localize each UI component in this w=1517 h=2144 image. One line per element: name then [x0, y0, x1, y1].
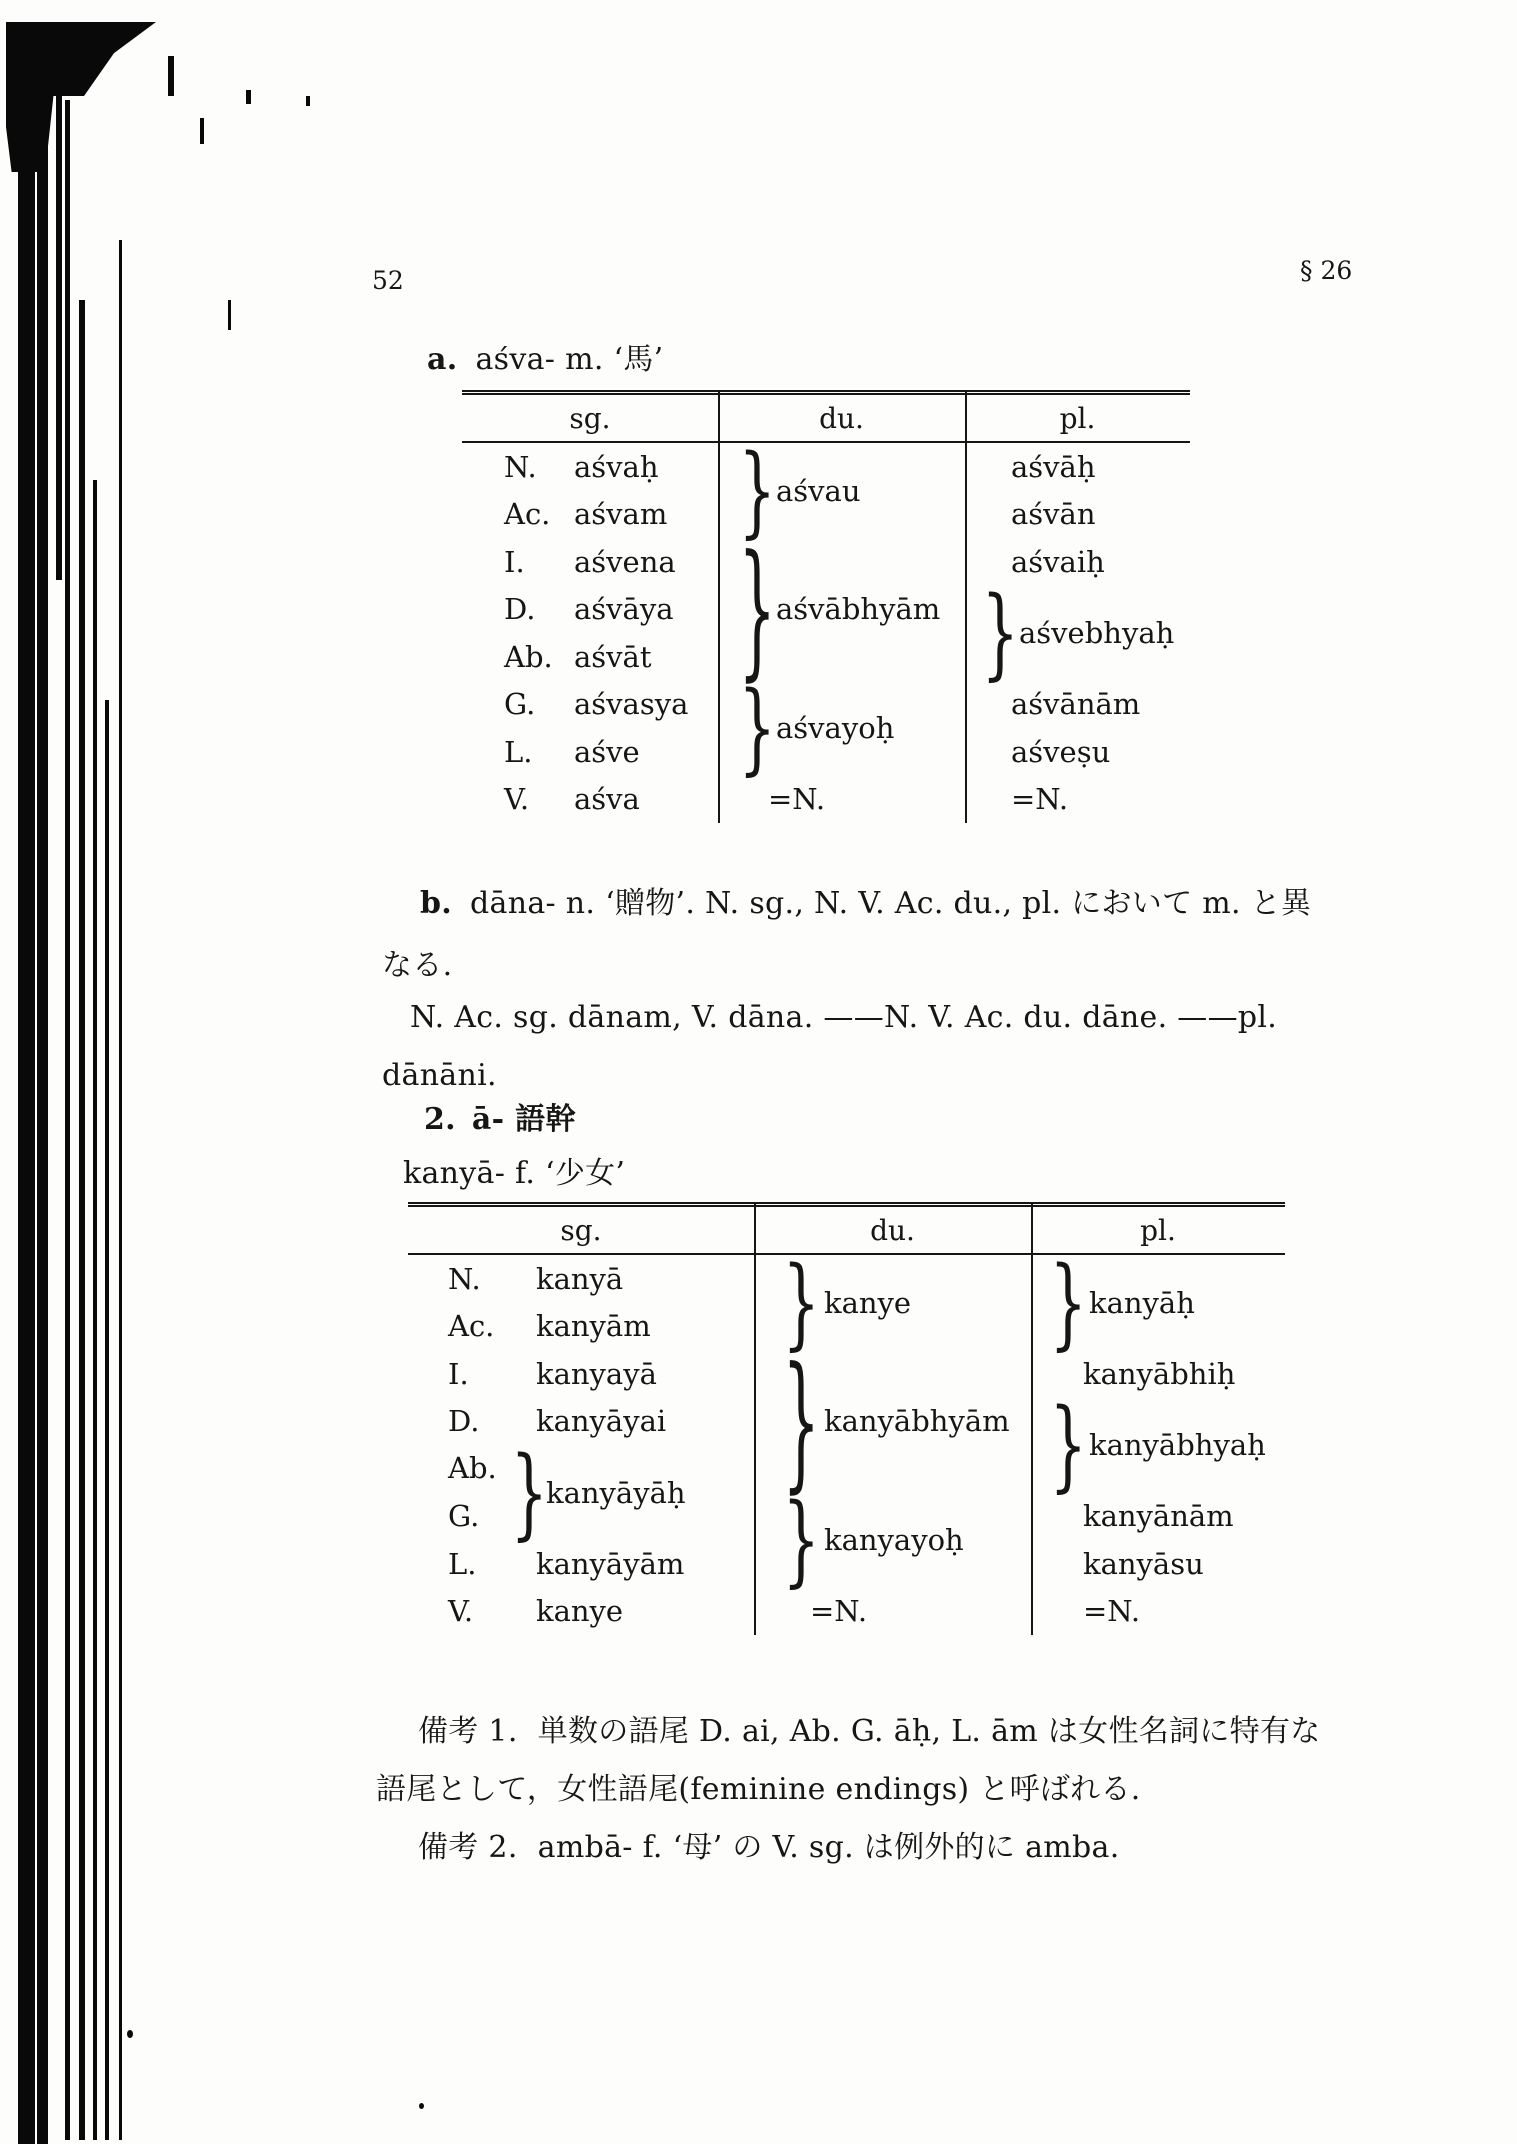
scan-speck [200, 118, 204, 144]
table-row [462, 443, 718, 491]
merged-cell [1031, 1244, 1285, 1361]
brace-glyph: } [510, 1434, 548, 1551]
form: aśvān [1011, 497, 1096, 532]
case-label-stack [448, 1445, 506, 1540]
case-label: D. [448, 1404, 480, 1439]
table-row [408, 1588, 754, 1636]
form: aśvāt [574, 639, 652, 674]
form: kanyayoḥ [824, 1523, 964, 1557]
form: aśveṣu [1011, 734, 1111, 769]
form: aśvāya [574, 592, 674, 627]
form: =N. [810, 1594, 868, 1629]
form: aśvasya [574, 687, 689, 722]
form: aśva [574, 782, 640, 817]
table-column-divider [965, 390, 967, 823]
table-row [965, 443, 1190, 491]
case-label: D. [504, 592, 536, 627]
paragraph-b-label: b. [420, 886, 453, 921]
table-row [462, 586, 718, 634]
form: kanyābhyām [824, 1404, 1010, 1439]
brace-glyph: } [738, 432, 776, 549]
case-label: Ac. [448, 1309, 495, 1344]
form: aśvau [776, 473, 861, 508]
scan-streak [119, 240, 122, 2140]
column-header-sg: sg. [569, 401, 611, 435]
form: kanyā [536, 1261, 624, 1296]
form: aśvena [574, 544, 676, 579]
form: aśvam [574, 497, 668, 532]
table-row [462, 681, 718, 729]
case-label: L. [504, 734, 533, 769]
singular-column [462, 443, 718, 823]
brace-glyph: } [782, 1335, 820, 1507]
form: kanye [536, 1594, 624, 1629]
case-label: G. [504, 687, 536, 722]
table-row [408, 1398, 754, 1446]
note-2-text: ambā- f. ‘母’ の V. sg. は例外的に amba. [537, 1830, 1120, 1865]
brace-glyph: } [738, 670, 776, 786]
section-reference: § 26 [1300, 256, 1353, 285]
scan-speck [246, 90, 251, 104]
singular-column [408, 1255, 754, 1635]
scan-streak [56, 60, 62, 580]
scan-speck [419, 2103, 424, 2109]
form: aśvayoḥ [776, 711, 895, 745]
scan-ink-blob [6, 22, 62, 172]
scan-streak [65, 100, 70, 2140]
note-2 [418, 1822, 1120, 1866]
table-row [408, 1255, 754, 1303]
form: kanyābhiḥ [1083, 1356, 1236, 1391]
brace-glyph: } [738, 523, 776, 695]
form: kanyābhyaḥ [1089, 1428, 1266, 1462]
case-label: G. [448, 1498, 480, 1533]
form: kanyāyāḥ [546, 1475, 686, 1510]
merged-cell [965, 575, 1190, 691]
asva-declension-table [462, 390, 1190, 823]
form: aśvānām [1011, 687, 1141, 722]
note-1-line1 [418, 1706, 1321, 1750]
dual-column [718, 432, 965, 823]
scan-streak [93, 480, 97, 2140]
table-row [965, 776, 1190, 824]
merged-cell [1031, 1387, 1285, 1503]
brace-glyph: } [981, 575, 1019, 691]
table-row [462, 728, 718, 776]
form: =N. [1011, 782, 1069, 817]
kanya-subheading: kanyā- f. ‘少女’ [403, 1156, 626, 1191]
page-number: 52 [372, 266, 404, 295]
note-1-text: 単数の語尾 D. ai, Ab. G. āḥ, L. ām は女性名詞に特有な [537, 1714, 1321, 1749]
case-label: L. [448, 1546, 477, 1581]
dual-column [754, 1244, 1031, 1635]
form: aśve [574, 734, 640, 769]
scan-speck [127, 2030, 133, 2038]
form: =N. [768, 782, 826, 817]
form: kanyāyām [536, 1546, 685, 1581]
form: kanyāḥ [1089, 1285, 1195, 1320]
case-label: N. [448, 1261, 481, 1296]
scan-streak [18, 24, 35, 2144]
form: kanyayā [536, 1356, 657, 1391]
scan-speck [228, 300, 231, 330]
plural-column [965, 443, 1190, 823]
form: aśvābhyām [776, 592, 941, 627]
form: aśvāḥ [1011, 449, 1096, 484]
scan-speck [168, 56, 174, 96]
scan-streak [79, 300, 85, 2140]
case-label: Ab. [448, 1451, 497, 1485]
table-row [462, 491, 718, 539]
table-row [462, 633, 718, 681]
brace-glyph: } [782, 1482, 820, 1598]
table-row [965, 728, 1190, 776]
merged-cell [754, 1482, 1031, 1598]
table-header-row [462, 390, 1190, 443]
kanya-declension-table [408, 1202, 1285, 1635]
paragraph-b-line4: dānāni. [382, 1058, 497, 1093]
case-label: V. [504, 782, 530, 817]
column-header-sg: sg. [560, 1213, 602, 1247]
table-row [965, 491, 1190, 539]
brace-glyph: } [782, 1244, 820, 1361]
merged-cell [718, 523, 965, 695]
heading-a-label: a. [427, 342, 458, 377]
table-row [408, 1303, 754, 1351]
merged-cell [754, 1335, 1031, 1507]
form: kanyāyai [536, 1404, 667, 1439]
heading-2 [424, 1094, 576, 1138]
column-header-du: du. [819, 401, 864, 435]
paragraph-b-line3: N. Ac. sg. dānam, V. dāna. ——N. V. Ac. du. dāne. ——pl. [410, 1000, 1278, 1035]
table-row [1031, 1540, 1285, 1588]
heading-a [427, 334, 663, 378]
heading-2-number: 2. [424, 1102, 456, 1137]
table-row [1031, 1588, 1285, 1636]
scan-streak [37, 60, 48, 2144]
paragraph-b-line1 [420, 878, 1311, 922]
paragraph-b-line2: なる. [382, 948, 453, 983]
case-label: V. [448, 1594, 474, 1629]
column-header-du: du. [870, 1213, 915, 1247]
form: kanyāsu [1083, 1546, 1204, 1581]
heading-2-title: ā- 語幹 [471, 1102, 576, 1137]
paragraph-b-text: dāna- n. ‘贈物’. N. sg., N. V. Ac. du., pl. において m. と異 [470, 886, 1312, 921]
case-label: Ac. [504, 497, 551, 532]
table-header-row [408, 1202, 1285, 1255]
table-row [408, 1350, 754, 1398]
scan-gutter-artifact [0, 0, 340, 2144]
case-label: I. [448, 1356, 469, 1391]
note-1-line2: 語尾として，女性語尾(feminine endings) と呼ばれる. [376, 1772, 1141, 1807]
heading-a-title: aśva- m. ‘馬’ [475, 342, 664, 377]
note-2-label: 備考 2. [418, 1830, 518, 1865]
table-row [408, 1540, 754, 1588]
note-1-label: 備考 1. [418, 1714, 518, 1749]
scan-streak [105, 700, 109, 2140]
brace-glyph: } [1049, 1244, 1087, 1361]
form: =N. [1083, 1594, 1141, 1629]
table-row [462, 538, 718, 586]
brace-glyph: } [1049, 1387, 1087, 1503]
merged-cell [718, 670, 965, 786]
scan-ink-blob [6, 22, 156, 96]
form: aśvaiḥ [1011, 544, 1105, 579]
form: kanyānām [1083, 1499, 1234, 1534]
merged-cell-ab-g [408, 1434, 754, 1551]
column-header-pl: pl. [1140, 1213, 1176, 1247]
table-column-divider [718, 390, 720, 823]
form: kanyām [536, 1309, 651, 1344]
case-label: I. [504, 544, 525, 579]
table-column-divider [1031, 1202, 1033, 1635]
case-label: Ab. [504, 639, 553, 674]
form: kanye [824, 1285, 912, 1320]
table-row [462, 776, 718, 824]
scan-speck [306, 96, 310, 106]
column-header-pl: pl. [1059, 401, 1096, 435]
table-column-divider [754, 1202, 756, 1635]
form: aśvebhyaḥ [1019, 616, 1175, 650]
form: aśvaḥ [574, 449, 659, 484]
case-label: N. [504, 449, 537, 484]
plural-column [1031, 1244, 1285, 1635]
